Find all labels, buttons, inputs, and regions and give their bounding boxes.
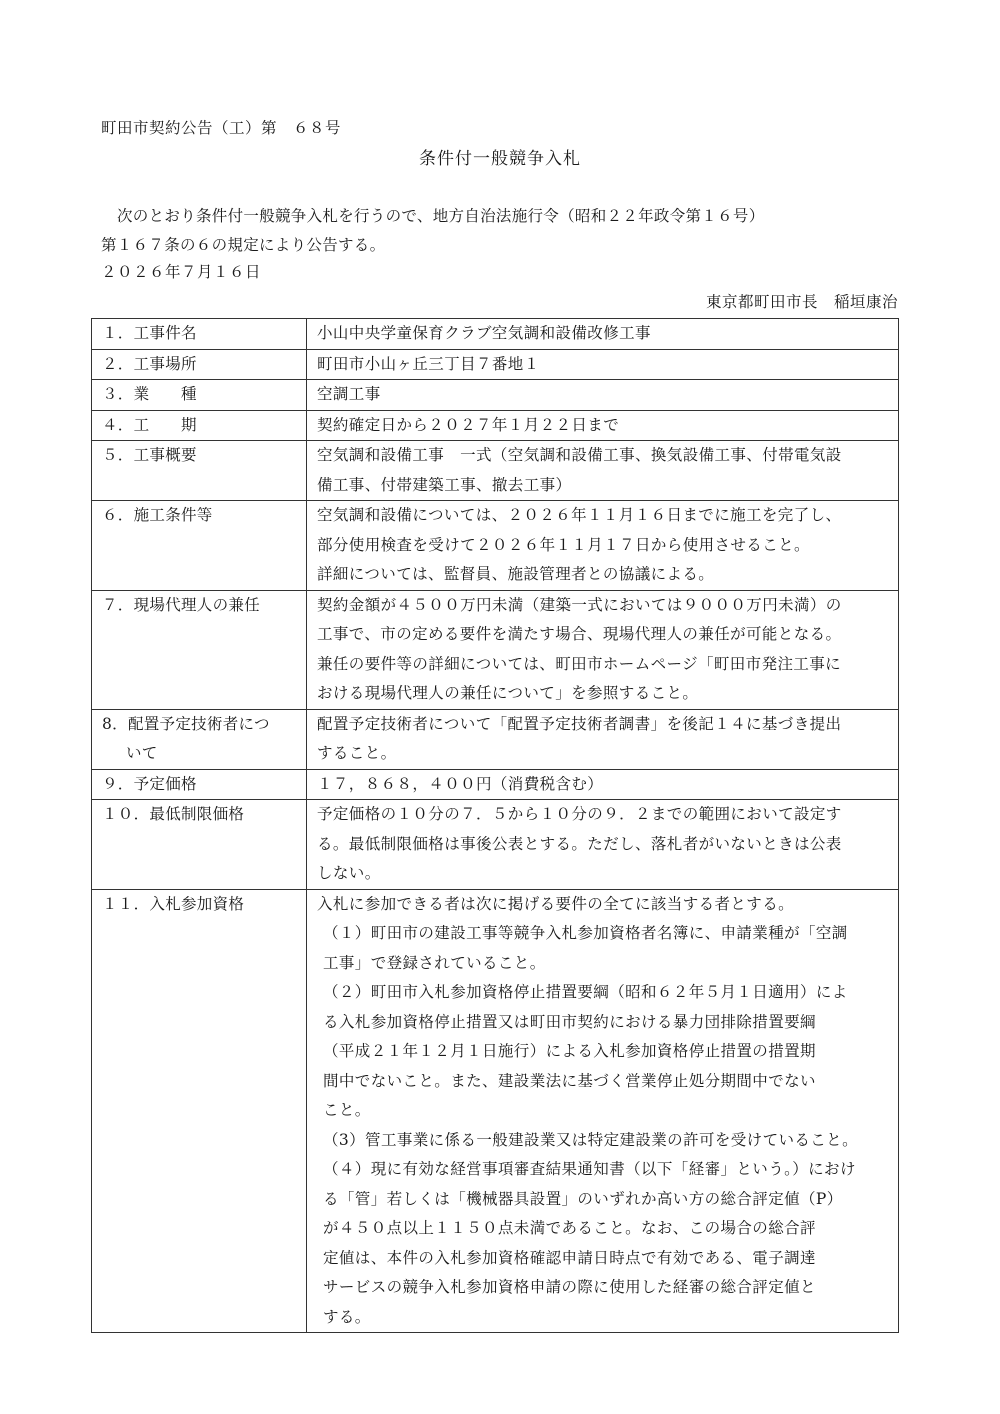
row-value: [307, 889, 899, 1333]
qualification-line: る「管」若しくは「機械器具設置」のいずれか高い方の総合評定値（P）: [323, 1189, 843, 1208]
notice-date: ２０２６年７月１６日: [101, 263, 262, 281]
row-label: １０．最低制限価格: [92, 800, 307, 890]
value-line: 備工事、付帯建築工事、撤去工事）: [317, 475, 572, 494]
row-label: ３．業 種: [92, 380, 307, 411]
value-line: 工事で、市の定める要件を満たす場合、現場代理人の兼任が可能となる。: [317, 625, 842, 643]
value-line: 予定価格の１０分の７．５から１０分の９．２までの範囲において設定す: [317, 805, 842, 823]
row-label: ６．施工条件等: [92, 501, 307, 591]
terms-table: [91, 318, 899, 1333]
row-value: [307, 800, 899, 890]
qualification-line: 定値は、本件の入札参加資格確認申請日時点で有効である、電子調達: [323, 1248, 816, 1267]
value-line: 契約金額が４５００万円未満（建築一式においては９０００万円未満）の: [317, 595, 842, 614]
qualification-intro: 入札に参加できる者は次に掲げる要件の全てに該当する者とする。: [317, 894, 795, 913]
qualification-item: [317, 978, 890, 1126]
row-value: [307, 590, 899, 709]
row-label: ７．現場代理人の兼任: [92, 590, 307, 709]
row-value: １７，８６８，４００円（消費税含む）: [307, 769, 899, 800]
table-row: [92, 349, 899, 380]
row-label: ５．工事概要: [92, 441, 307, 501]
qualification-line: 工事」で登録されていること。: [323, 953, 546, 972]
table-row: [92, 800, 899, 890]
value-line: 部分使用検査を受けて２０２６年１１月１７日から使用させること。: [317, 535, 810, 554]
qualification-line: （3）管工事業に係る一般建設業又は特定建設業の許可を受けていること。: [323, 1130, 858, 1149]
issuer-name: 東京都町田市長 稲垣康治: [705, 293, 898, 311]
row-value: [307, 441, 899, 501]
value-line: 詳細については、監督員、施設管理者との協議による。: [317, 565, 715, 583]
intro-line-1: 次のとおり条件付一般競争入札を行うので、地方自治法施行令（昭和２２年政令第１６号）: [117, 207, 765, 225]
row-value: 町田市小山ヶ丘三丁目７番地１: [307, 349, 899, 380]
value-line: 配置予定技術者について「配置予定技術者調書」を後記１４に基づき提出: [317, 714, 842, 733]
row-label: ９．予定価格: [92, 769, 307, 800]
value-line: すること。: [317, 744, 397, 762]
qualification-line: る入札参加資格停止措置又は町田市契約における暴力団排除措置要綱: [323, 1012, 816, 1031]
table-row: [92, 769, 899, 800]
value-line: 兼任の要件等の詳細については、町田市ホームページ「町田市発注工事に: [317, 654, 842, 673]
table-row: [92, 380, 899, 411]
row-label-line: 8．配置予定技術者につ: [102, 714, 270, 733]
value-line: 空気調和設備工事 一式（空気調和設備工事、換気設備工事、付帯電気設: [317, 446, 842, 464]
page-title: 条件付一般競争入札: [419, 149, 581, 169]
qualification-line: （４）現に有効な経営事項審査結果通知書（以下「経審」という。）におけ: [323, 1160, 856, 1178]
row-label: １１．入札参加資格: [92, 889, 307, 1333]
qualification-line: （１）町田市の建設工事等競争入札参加資格者名簿に、申請業種が「空調: [323, 924, 848, 942]
table-row: [92, 319, 899, 350]
table-row: [92, 889, 899, 1333]
row-label: ２．工事場所: [92, 349, 307, 380]
qualification-item: [317, 1126, 890, 1156]
qualification-item: [317, 1155, 890, 1332]
table-row: [92, 590, 899, 709]
value-line: しない。: [317, 864, 381, 882]
row-value: [307, 501, 899, 591]
row-value: 空調工事: [307, 380, 899, 411]
qualification-line: （平成２１年１２月１日施行）による入札参加資格停止措置の措置期: [323, 1042, 816, 1060]
value-line: 空気調和設備については、２０２６年１１月１６日までに施工を完了し、: [317, 506, 842, 524]
intro-line-2: 第１６７条の６の規定により公告する。: [101, 236, 386, 254]
table-row: [92, 441, 899, 501]
qualification-line: が４５０点以上１１５０点未満であること。なお、この場合の総合評: [323, 1219, 816, 1237]
notice-number: 町田市契約公告（工）第 ６８号: [101, 119, 342, 137]
row-value: 契約確定日から２０２７年１月２２日まで: [307, 410, 899, 441]
row-label: １．工事件名: [92, 319, 307, 350]
intro-paragraph: [101, 202, 901, 260]
row-label: [92, 709, 307, 769]
value-line: おける現場代理人の兼任について」を参照すること。: [317, 684, 699, 702]
row-label: ４．工 期: [92, 410, 307, 441]
row-label-line: いて: [126, 744, 158, 762]
qualification-line: こと。: [323, 1101, 371, 1119]
qualification-line: （２）町田市入札参加資格停止措置要綱（昭和６２年５月１日適用）によ: [323, 983, 848, 1001]
qualification-line: する。: [323, 1307, 371, 1326]
qualification-item: [317, 919, 890, 978]
table-row: [92, 501, 899, 591]
value-line: る。最低制限価格は事後公表とする。ただし、落札者がいないときは公表: [317, 834, 842, 853]
qualification-line: サービスの競争入札参加資格申請の際に使用した経審の総合評定値と: [323, 1278, 816, 1296]
row-value: [307, 709, 899, 769]
table-row: [92, 410, 899, 441]
table-row: [92, 709, 899, 769]
row-value: 小山中央学童保育クラブ空気調和設備改修工事: [307, 319, 899, 350]
qualification-line: 間中でないこと。また、建設業法に基づく営業停止処分期間中でない: [323, 1071, 816, 1090]
